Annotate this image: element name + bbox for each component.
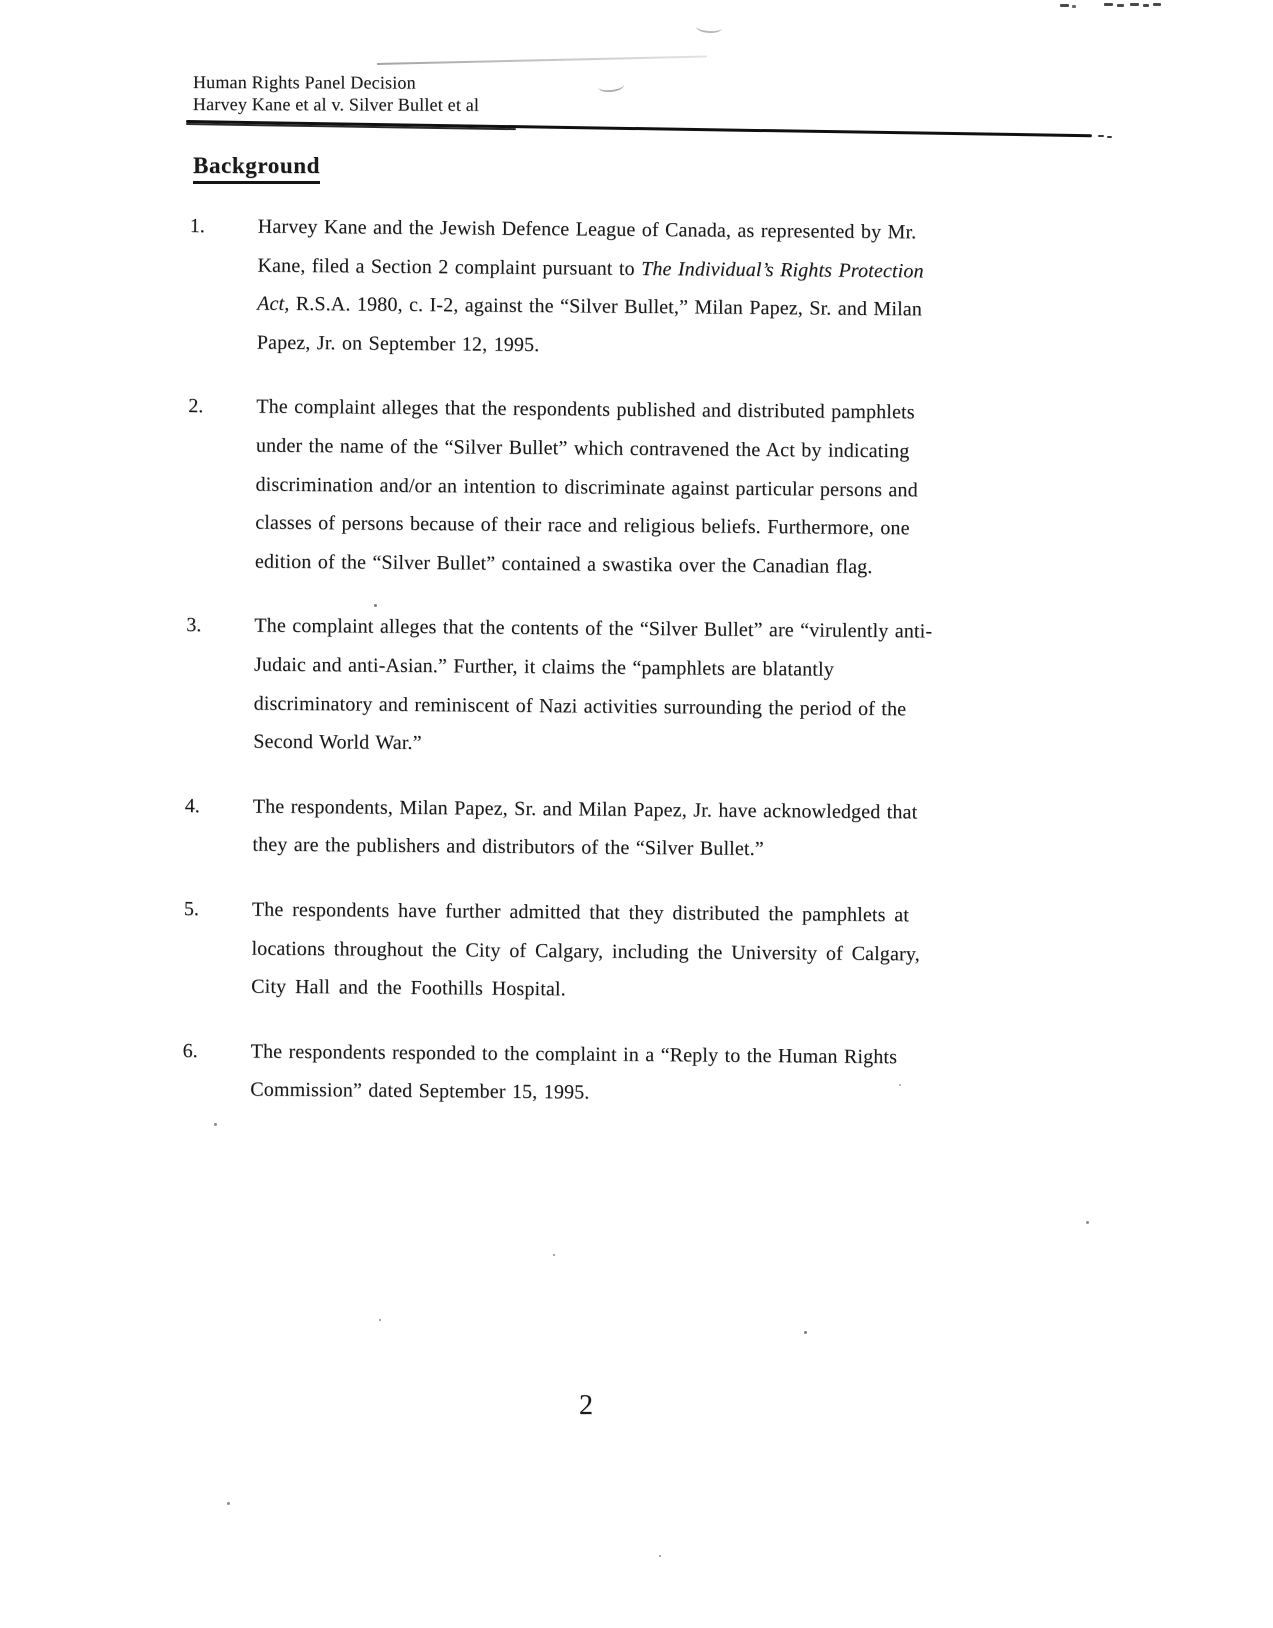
paragraph-text — [255, 388, 1029, 588]
text-line: locations throughout the City of Calgary, including the University of Calgary, — [251, 937, 920, 965]
scan-dash-mark — [1130, 3, 1139, 6]
text-line: Commission” dated September 15, 1995. — [250, 1078, 590, 1104]
paragraph-number: 2. — [188, 395, 204, 418]
paragraph — [182, 1032, 1023, 1117]
text-line: discriminatory and reminiscent of Nazi activities surrounding the period of the — [253, 692, 907, 720]
scan-speck — [804, 1331, 807, 1334]
text-line: they are the publishers and distributors of the “Silver Bullet.” — [252, 833, 764, 861]
text-line: The complaint alleges that the respondents published and distributed pamphlets — [256, 395, 915, 424]
scan-speck — [1086, 1221, 1089, 1224]
text-line: discrimination and/or an intention to discriminate against particular persons and — [255, 473, 918, 501]
header-title: Human Rights Panel Decision — [192, 72, 416, 93]
text-line: under the name of the “Silver Bullet” which contravened the Act by indicating — [255, 434, 910, 463]
scan-dash-mark — [1072, 5, 1076, 8]
paragraph — [185, 606, 1026, 768]
text-line: Second World War.” — [253, 730, 422, 755]
paragraph-text — [250, 1032, 1023, 1116]
scan-speck — [553, 1254, 555, 1256]
paragraph-text — [257, 208, 1030, 369]
paragraph-number: 4. — [184, 794, 200, 817]
text-line: The respondents responded to the complaint in a “Reply to the Human Rights — [250, 1040, 898, 1068]
scan-dash-mark — [1143, 4, 1149, 7]
paragraph-list — [182, 207, 1030, 1142]
text-line: The complaint alleges that the contents of the “Silver Bullet” are “virulently anti- — [254, 614, 933, 643]
paragraph-number: 3. — [186, 614, 202, 637]
scan-speck — [374, 604, 377, 607]
text-line: classes of persons because of their race and religious beliefs. Furthermore, one — [255, 511, 910, 540]
paragraph — [189, 207, 1030, 369]
text-line: Kane, filed a Section 2 complaint pursuant to The Individual’s Rights Protection — [257, 254, 924, 282]
paragraph — [187, 387, 1029, 587]
scan-dash-mark — [1060, 4, 1069, 7]
text-line: Papez, Jr. on September 12, 1995. — [256, 331, 540, 356]
scan-speck — [899, 1084, 901, 1086]
paragraph-number: 6. — [182, 1039, 198, 1062]
scan-dash-mark — [1117, 4, 1124, 7]
document-header — [193, 71, 479, 116]
paragraph-text — [253, 607, 1026, 768]
paragraph-number: 5. — [183, 897, 199, 921]
text-line: Harvey Kane and the Jewish Defence League of Canada, as represented by Mr. — [257, 215, 917, 244]
section-heading: Background — [193, 153, 320, 184]
scan-dash-mark — [1104, 3, 1113, 6]
text-line: Act, R.S.A. 1980, c. I-2, against the “Silver Bullet,” Milan Papez, Sr. and Milan — [257, 292, 923, 321]
text-line: The respondents have further admitted that they distributed the pamphlets at — [251, 898, 910, 927]
scan-speck — [214, 1123, 217, 1126]
page-number: 2 — [579, 1390, 594, 1421]
text-line: City Hall and the Foothills Hospital. — [251, 975, 566, 1001]
scan-dash-mark — [1153, 3, 1161, 6]
scan-streak — [377, 56, 707, 65]
pencil-squiggle — [696, 21, 723, 34]
paragraph-number: 1. — [189, 214, 205, 238]
header-rule — [186, 120, 1092, 137]
pencil-squiggle — [597, 79, 624, 94]
scan-speck — [227, 1502, 230, 1505]
scan-speck — [659, 1555, 661, 1557]
paragraph — [183, 890, 1024, 1013]
header-rule-end-dot — [1107, 136, 1112, 138]
header-rule-end-dot — [1098, 135, 1104, 137]
paragraph-text — [252, 787, 1025, 871]
text-line: Judaic and anti-Asian.” Further, it claims the “pamphlets are blatantly — [253, 653, 835, 681]
paragraph — [184, 787, 1025, 872]
header-case-line: Harvey Kane et al v. Silver Bullet et al — [192, 93, 480, 115]
paragraph-text — [251, 890, 1024, 1013]
text-line: edition of the “Silver Bullet” contained a swastika over the Canadian flag. — [254, 550, 873, 578]
text-line: The respondents, Milan Papez, Sr. and Milan Papez, Jr. have acknowledged that — [252, 795, 918, 824]
scan-speck — [379, 1319, 381, 1321]
